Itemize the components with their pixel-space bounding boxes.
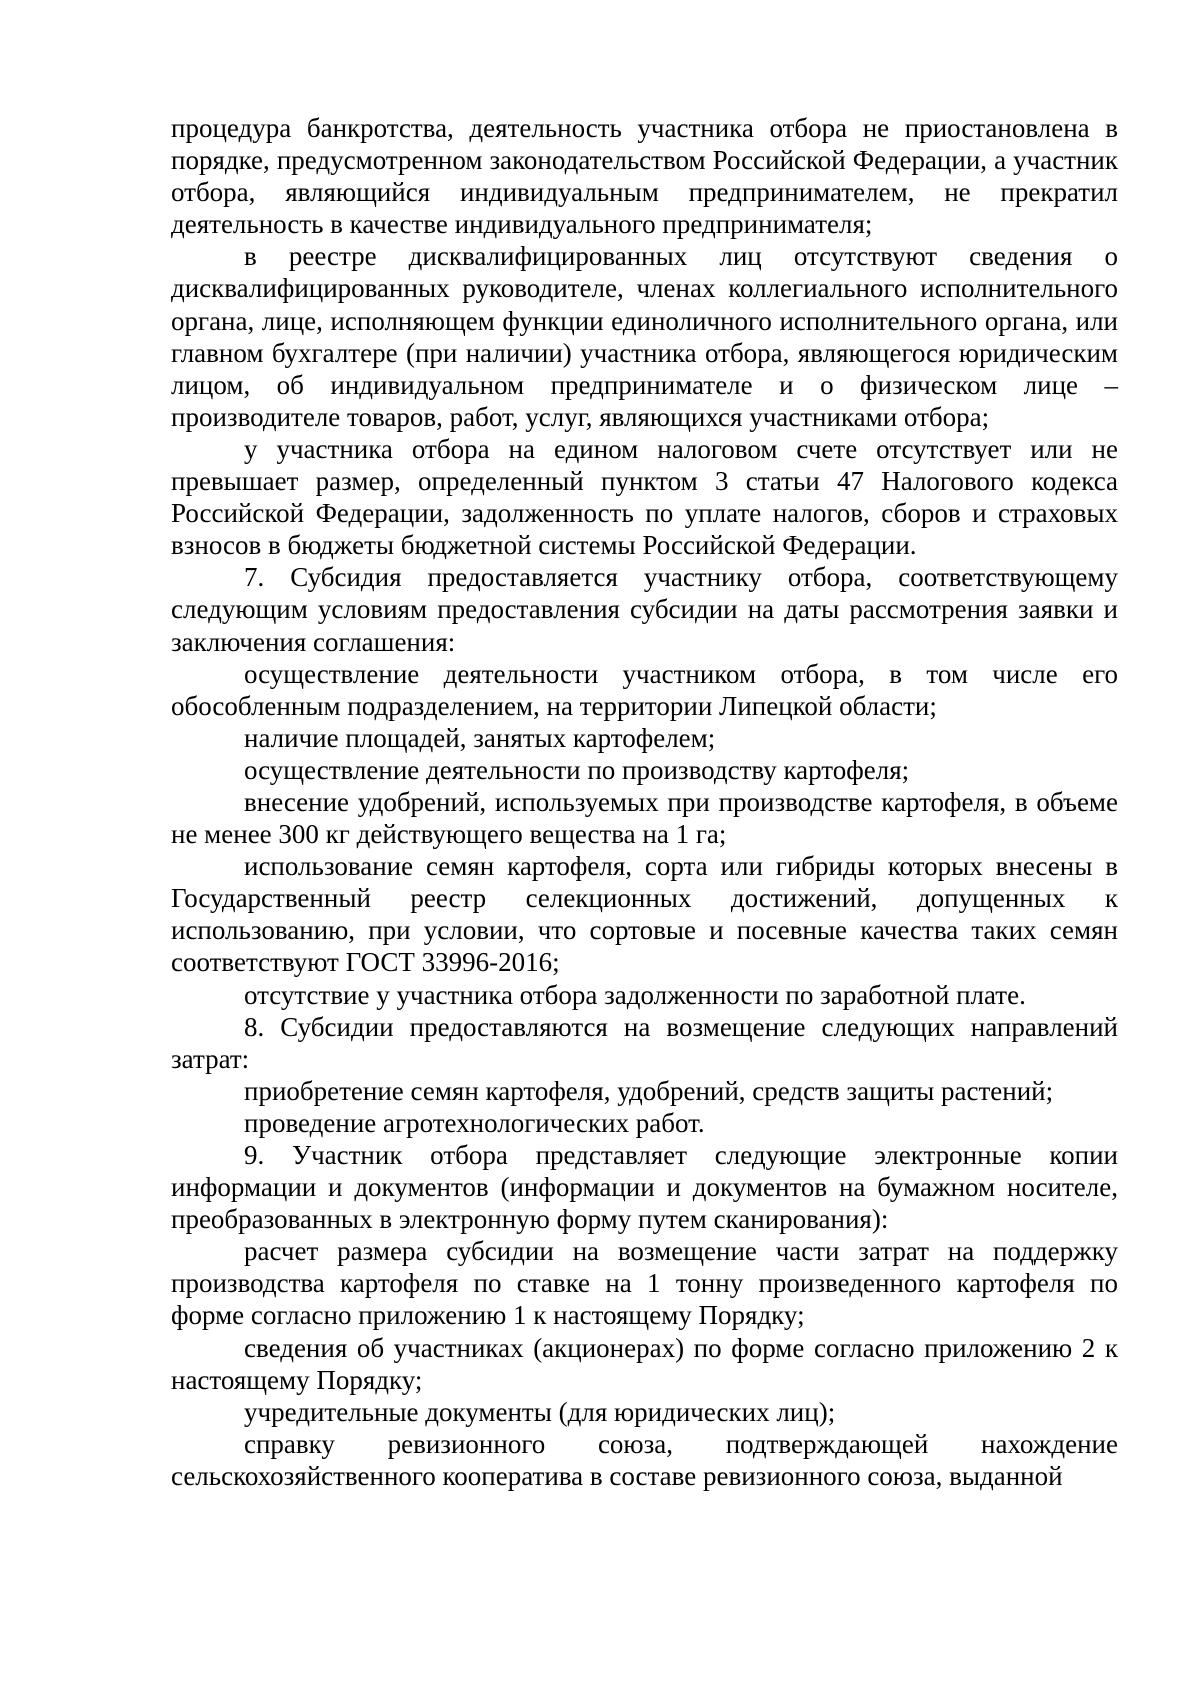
paragraph-section-8: 8. Субсидии предоставляются на возмещение следующих направлений затрат: (171, 1011, 1118, 1074)
paragraph-potato-production: осуществление деятельности по производству картофеля; (244, 754, 910, 785)
paragraph-section-7: 7. Субсидия предоставляется участнику отбора, соответствующему следующим условиям предоставления субсидии на даты рассмотрения заявки и заключения соглашения: (171, 562, 1118, 657)
paragraph-disqualified-persons: в реестре дисквалифицированных лиц отсутствуют сведения о дисквалифицированных руководителе, членах коллегиального исполнительного органа, лице, исполняющем функции единоличного исполнительного органа, или главном бухгалтере (при наличии) участника отбора, являющегося юридическим лицом, об индивидуальном предпринимателе и о физическом лице – производителе товаров, работ, услуг, являющихся участниками отбора; (171, 241, 1118, 432)
paragraph-potato-areas: наличие площадей, занятых картофелем; (244, 722, 716, 753)
paragraph-bankruptcy-clause: процедура банкротства, деятельность участника отбора не приостановлена в порядке, предусмотренном законодательством Российской Федерации, а участник отбора, являющийся индивидуальным предпринимателем, не прекратил деятельность в качестве индивидуального предпринимателя; (171, 113, 1118, 240)
paragraph-lipetsk-territory: осуществление деятельности участником отбора, в том числе его обособленным подразделением, на территории Липецкой области; (171, 658, 1118, 721)
paragraph-seed-purchase: приобретение семян картофеля, удобрений, средств защиты растений; (244, 1075, 1054, 1106)
paragraph-wage-debt: отсутствие у участника отбора задолженности по заработной плате. (244, 979, 1026, 1010)
paragraph-section-9: 9. Участник отбора представляет следующие электронные копии информации и документов (информации и документов на бумажном носителе, преобразованных в электронную форму путем сканирования): (171, 1140, 1118, 1235)
document-page (171, 112, 1118, 1492)
paragraph-founding-documents: учредительные документы (для юридических лиц); (244, 1396, 836, 1427)
paragraph-subsidy-calculation: расчет размера субсидии на возмещение части затрат на поддержку производства картофеля по ставке на 1 тонну произведенного картофеля по форме согласно приложению 1 к настоящему Порядку; (171, 1236, 1118, 1331)
paragraph-agrotech-works: проведение агротехнологических работ. (244, 1107, 705, 1138)
paragraph-tax-debt: у участника отбора на едином налоговом счете отсутствует или не превышает размер, определенный пунктом 3 статьи 47 Налогового кодекса Российской Федерации, задолженность по уплате налогов, сборов и страховых взносов в бюджеты бюджетной системы Российской Федерации. (171, 433, 1118, 561)
paragraph-fertilizers: внесение удобрений, используемых при производстве картофеля, в объеме не менее 300 кг действующего вещества на 1 га; (171, 786, 1118, 850)
paragraph-seed-varieties: использование семян картофеля, сорта или гибриды которых внесены в Государственный реестр селекционных достижений, допущенных к использованию, при условии, что сортовые и посевные качества таких семян соответствуют ГОСТ 33996-2016; (171, 851, 1118, 978)
paragraph-audit-union-certificate: справку ревизионного союза, подтверждающей нахождение сельскохозяйственного кооператива в составе ревизионного союза, выданной (171, 1428, 1118, 1491)
paragraph-shareholders-info: сведения об участниках (акционерах) по форме согласно приложению 2 к настоящему Порядку; (171, 1332, 1118, 1395)
